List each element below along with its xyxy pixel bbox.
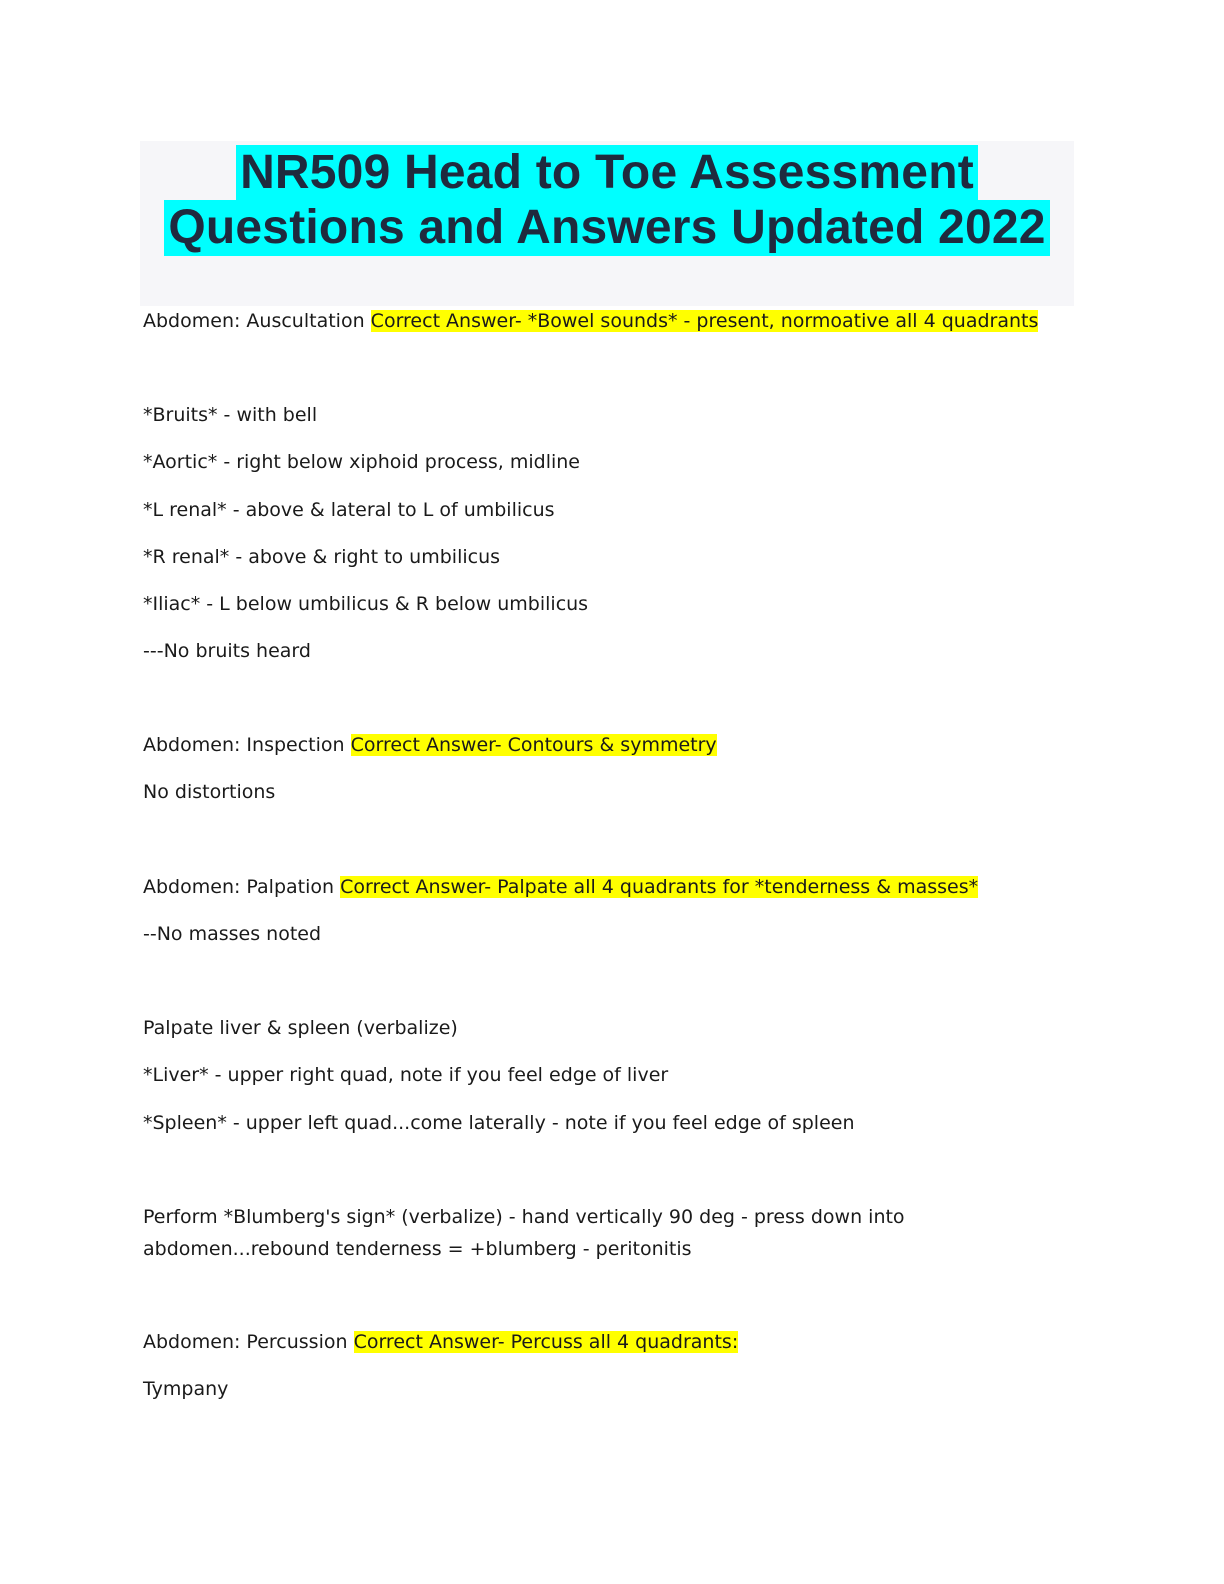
document-title-block — [140, 141, 1074, 306]
list-item: --No masses noted — [143, 923, 322, 945]
question-inspection — [143, 733, 717, 757]
document-title-line-1: NR509 Head to Toe Assessment — [236, 145, 978, 201]
question-label: Abdomen: Inspection — [143, 734, 351, 756]
question-auscultation — [143, 309, 1038, 333]
list-item: Palpate liver & spleen (verbalize) — [143, 1017, 458, 1039]
list-item: *R renal* - above & right to umbilicus — [143, 546, 501, 568]
list-item: Perform *Blumberg's sign* (verbalize) - hand vertically 90 deg - press down into abdomen...rebound tenderness = +blumberg - peritonitis — [143, 1206, 905, 1260]
question-label: Abdomen: Auscultation — [143, 310, 371, 332]
question-label: Abdomen: Percussion — [143, 1331, 354, 1353]
answer-highlight: Correct Answer- Palpate all 4 quadrants for *tenderness & masses* — [340, 876, 979, 898]
list-item: *Spleen* - upper left quad...come laterally - note if you feel edge of spleen — [143, 1112, 855, 1134]
list-item: ---No bruits heard — [143, 640, 311, 662]
document-title-line-2: Questions and Answers Updated 2022 — [164, 200, 1049, 256]
list-item: *Liver* - upper right quad, note if you feel edge of liver — [143, 1064, 669, 1086]
list-item: *L renal* - above & lateral to L of umbilicus — [143, 499, 555, 521]
list-item: *Iliac* - L below umbilicus & R below umbilicus — [143, 593, 589, 615]
list-item: *Aortic* - right below xiphoid process, midline — [143, 451, 580, 473]
question-percussion — [143, 1330, 738, 1354]
answer-highlight: Correct Answer- Percuss all 4 quadrants: — [353, 1331, 739, 1353]
list-item: Tympany — [143, 1378, 229, 1400]
question-label: Abdomen: Palpation — [143, 876, 341, 898]
list-item: No distortions — [143, 781, 276, 803]
answer-highlight: Correct Answer- Contours & symmetry — [350, 734, 717, 756]
list-item: *Bruits* - with bell — [143, 404, 318, 426]
question-palpation — [143, 875, 978, 899]
answer-highlight: Correct Answer- *Bowel sounds* - present, normoative all 4 quadrants — [370, 310, 1039, 332]
